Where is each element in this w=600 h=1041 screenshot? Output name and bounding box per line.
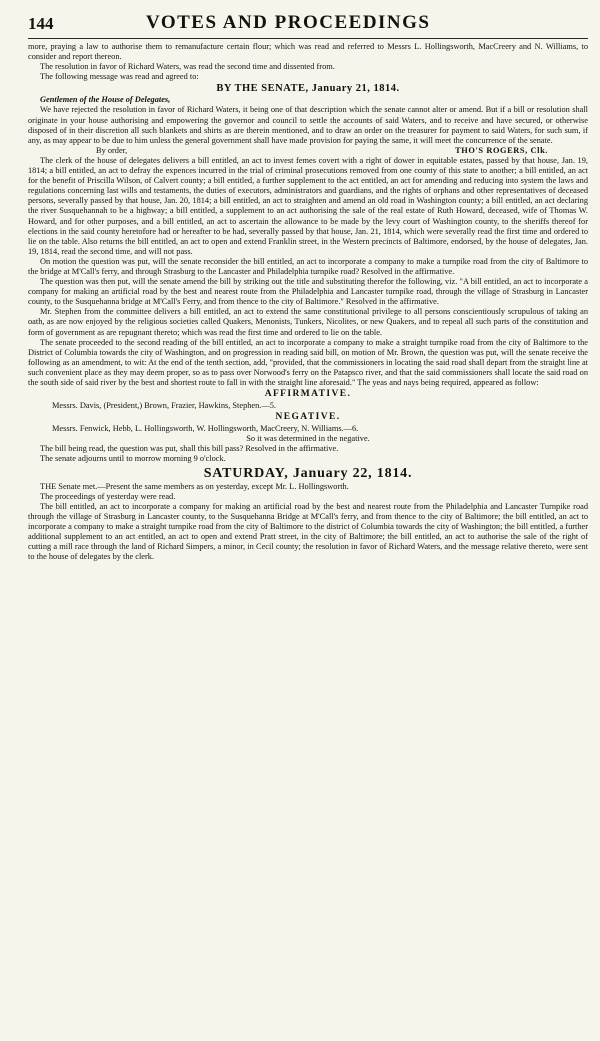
paragraph: The question was then put, will the senate amend the bill by striking out the title and substituting therefor the following, viz. "A bill entitled, an act to incorporate a company for making an artificial road by the best and nearest route from the Philadelphia and Lancaster turnpike road, through the village of Strasburg in Lancaster county, to the Susquehanna bridge at M'Call's Ferry, and from thence to the city of Baltimore." Resolved in the affirmative. [28,277,588,307]
paragraph: The resolution in favor of Richard Waters, was read the second time and dissented from. [40,62,335,72]
paragraph: more, praying a law to authorise them to remanufacture certain flour; which was read and referred to Messrs L. Hollingsworth, MacCreery and N. Williams, to consider and report thereon. [28,42,588,62]
paragraph: The bill being read, the question was put, shall this bill pass? Resolved in the affirmative. [40,444,339,454]
paragraph: We have rejected the resolution in favor of Richard Waters, it being one of that description which the senate cannot alter or amend. But if a bill or resolution shall originate in your house authorising and empowering the governor and council to settle the accounts of said Waters, and to receive and have secured, or otherwise disposed of in their discretion all such blankets and shirts as are therein mentioned, and to draw an order on the treasurer for payment to said Waters, for such sum, if any, as may appear to be due to him unless the general government shall have made provision for paying the same, it will meet the concurrence of the senate. [28,105,588,145]
salutation: Gentlemen of the House of Delegates, [40,95,171,105]
paragraph: The proceedings of yesterday were read. [40,491,176,501]
page-number: 144 [28,14,54,33]
affirmative-heading: AFFIRMATIVE. [264,389,352,400]
signature-line [28,146,588,156]
paragraph: The clerk of the house of delegates delivers a bill entitled, an act to invest femes covert with a right of dower in equitable estates, passed by that house, Jan. 19, 1814; a bill entitled, an act to defray the expences incurred in the trial of criminal prosecutions removed from one county of this state to another; a bill entitled, an act for the benefit of Priscilla Wilson, of Calvert county; a bill entitled, a further supplement to the act entitled, an act for amending and reducing into system the laws and regulations concerning last wills and testaments, the duties of executors, administrators and guardians, and the rights of orphans and other representatives of deceased persons, severally passed by that house, Jan. 20, 1814; a bill entitled, an act to straighten and amend an old road in Washington county; a bill entitled, an act declaring the river Susquehannah to be a highway; a bill entitled, a supplement to an act authorising the sale of the real estate of Ruth Howard, deceased, wife of Thomas W. Howard, and for other purposes, and a bill entitled, an act to ascertain the allowance to be made by the levy court of Washington county, to the sheriffs thereof for elections in the said county heretofore had or hereafter to be had, severally passed by that house, Jan. 21, 1814, which were severally read the first time and ordered to lie on the table. Also returns the bill entitled, an act to open and extend Franklin street, in the Western precincts of Baltimore, endorsed, by the house of delegates, Jan. 19, 1814, read the second time, and will not pass. [28,155,588,256]
paragraph: THE Senate met.—Present the same members as on yesterday, except Mr. L. Hollingsworth. [40,481,349,491]
affirmative-list: Messrs. Davis, (President,) Brown, Frazier, Hawkins, Stephen.—5. [52,401,276,411]
negative-list: Messrs. Fenwick, Hebb, L. Hollingsworth, W. Hollingsworth, MacCreery, N. Williams.—6. [52,424,359,434]
paragraph: The senate proceeded to the second reading of the bill entitled, an act to incorporate a company to make a straight turnpike road from the city of Baltimore to the District of Columbia towards the city of Washington, and on progression in reading said bill, on motion of Mr. Brown, the question was put, will the senate receive the following as an amendment, to wit: At the end of the tenth section, add, "provided, that the commissioners in locating the said road shall depart from the straight line at such convenient place as they may deem proper, so as to pass over Norwood's ferry on the Patapsco river, and that the said commissioners shall locate the said road on the south side of said river by the best and shortest route to fall in with the straight line aforesaid." The yeas and nays being required, appeared as follow: [28,337,588,387]
negative-heading: NEGATIVE. [275,412,341,423]
determination-line: So it was determined in the negative. [246,434,370,444]
page-body [28,39,588,562]
running-head: VOTES AND PROCEEDINGS [146,12,431,33]
page-header [28,10,588,39]
paragraph: The senate adjourns until to morrow morning 9 o'clock. [40,454,226,464]
paragraph: Mr. Stephen from the committee delivers a bill entitled, an act to extend the same constitutional privilege to all persons conscientiously scrupulous of taking an oath, as are now enjoyed by the religious societies called Quakers, Menonists, Tunkers, Nicolites, or new Quakers, and to repeal all such parts of the constitution and form of government as are repugnant thereto; which was read the first time and ordered to lie on the table. [28,307,588,337]
document-page [28,10,588,1015]
paragraph: On motion the question was put, will the senate reconsider the bill entitled, an act to incorporate a company to make a turnpike road from the city of Baltimore to the bridge at M'Call's ferry, and through Strasburg to the Lancaster and Philadelphia turnpike road? Resolved in the affirmative. [28,256,588,276]
paragraph: The following message was read and agreed to: [40,72,199,82]
paragraph: The bill entitled, an act to incorporate a company for making an artificial road by the best and nearest route from the Philadelphia and Lancaster Turnpike road through the village of Strasburg in Lancaster county, to the Susquehanna Bridge at M'Call's ferry, and from thence to the city of Baltimore; the bill entitled, an act to incorporate a company to make a straight turnpike road from the city of Baltimore to the district of Columbia towards the city of Washington; the bill entitled, a further additional supplement to an act entitled, an act to open and extend Pratt street, in the city of Baltimore; the bill entitled, an act to authorise the sale of the right of cutting a mill race through the land of Richard Simpers, a minor, in Cecil county; the resolution in favor of Richard Waters, and the message relative thereto, were sent to the house of delegates by the clerk. [28,501,588,562]
message-heading: BY THE SENATE, January 21, 1814. [216,83,400,95]
day-heading: SATURDAY, January 22, 1814. [203,465,413,481]
clerk-signature: THO'S ROGERS, Clk. [455,145,548,155]
by-order: By order, [96,145,128,155]
